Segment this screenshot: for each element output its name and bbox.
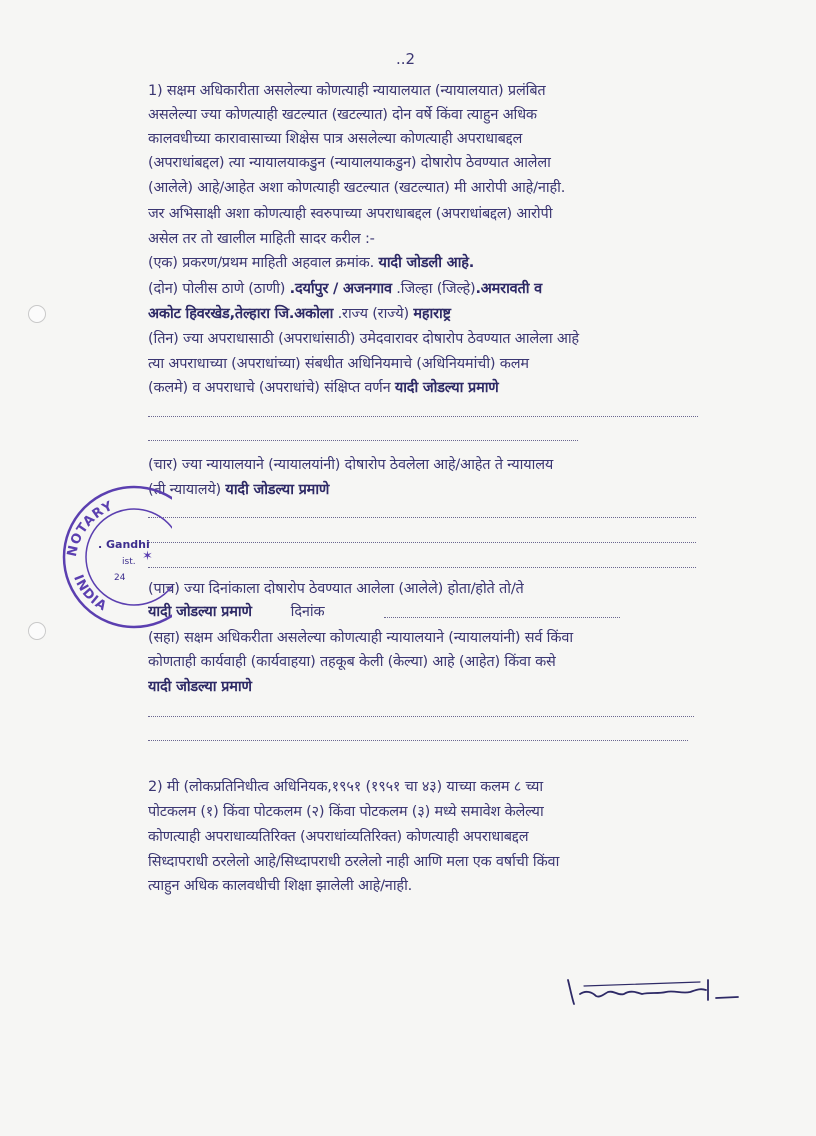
item-don-line2: [148, 303, 748, 325]
item-pach-line2: [148, 601, 748, 623]
item-saha-line2: कोणताही कार्यवाही (कार्यवाहया) तहकूब केली (केल्या) आहे (आहेत) किंवा कसे: [148, 654, 556, 670]
item-teen-line2: त्या अपराधाच्या (अपराधांच्या) संबधीत अधिनियमाचे (अधिनियमांची) कलम: [148, 356, 529, 372]
section2-line: पोटकलम (१) किंवा पोटकलम (२) किंवा पोटकलम (३) मध्ये समावेश केलेल्या: [148, 804, 544, 820]
item-char-line1: (चार) ज्या न्यायालयाने (न्यायालयांनी) दोषारोप ठेवलेला आहे/आहेत ते न्यायालय: [148, 457, 554, 473]
adjournment-value: यादी जोडल्या प्रमाणे: [148, 679, 252, 695]
section1-line: असेल तर तो खालील माहिती सादर करील :-: [148, 231, 375, 247]
charge-date-value: यादी जोडल्या प्रमाणे: [148, 604, 252, 620]
blank-line: [148, 440, 578, 441]
blank-line: [148, 517, 696, 518]
punch-hole: [28, 622, 46, 640]
section1-line: कालवधीच्या कारावासाच्या शिक्षेस पात्र असलेल्या कोणत्याही अपराधाबद्दल: [148, 131, 523, 147]
item-ek: [148, 252, 748, 274]
item-teen-line3: [148, 377, 748, 399]
blank-line: [148, 716, 694, 717]
item-teen-line1: (तिन) ज्या अपराधासाठी (अपराधांसाठी) उमेदवारावर दोषारोप ठेवण्यात आलेला आहे: [148, 331, 579, 347]
district-value: .अमरावती व: [475, 281, 543, 297]
section2-line: सिध्दापराधी ठरलेलो आहे/सिध्दापराधी ठरलेलो नाही आणि मला एक वर्षाची किंवा: [148, 854, 560, 870]
notary-stamp: [60, 482, 172, 632]
court-label: (ती न्यायालये): [148, 482, 221, 498]
date-blank: [384, 617, 620, 618]
state-label: .राज्य (राज्ये): [337, 306, 409, 322]
section1-line: 1) सक्षम अधिकारीता असलेल्या कोणत्याही न्यायालयात (न्यायालयात) प्रलंबित: [148, 83, 546, 99]
signature: [560, 968, 750, 1018]
item-don-line1: [148, 278, 748, 300]
stamp-top-text: NOTARY: [64, 498, 116, 558]
section2-line: 2) मी (लोकप्रतिनिधीत्व अधिनियक,१९५१ (१९५१ चा ४३) याच्या कलम ८ च्या: [148, 779, 543, 795]
district-label: .जिल्हा (जिल्हे): [396, 281, 476, 297]
item-saha-line3: [148, 676, 748, 698]
punch-hole: [28, 305, 46, 323]
offence-description-label: (कलमे) व अपराधाचे (अपराधांचे) संक्षिप्त वर्णन: [148, 380, 391, 396]
blank-line: [148, 567, 696, 568]
blank-line: [148, 542, 696, 543]
police-station-label: (दोन) पोलीस ठाणे (ठाणी): [148, 281, 286, 297]
section1-line: असलेल्या ज्या कोणत्याही खटल्यात (खटल्यात) दोन वर्षे किंवा त्याहुन अधिक: [148, 107, 537, 123]
section2-line: त्याहुन अधिक कालवधीची शिक्षा झालेली आहे/नाही.: [148, 878, 413, 894]
stamp-name: . Gandhi: [98, 538, 150, 551]
section1-line: (अपराधांबद्दल) त्या न्यायालयाकडुन (न्यायालयाकडुन) दोषारोप ठेवण्यात आलेला: [148, 155, 551, 171]
stamp-code: 24: [114, 573, 126, 583]
blank-line: [148, 416, 698, 417]
stamp-bottom-text: INDIA: [70, 572, 110, 615]
police-station-value: .दर्यापुर / अजनगाव: [289, 281, 392, 297]
police-station-value-cont: अकोट हिवरखेड,तेल्हारा जि.अकोला: [148, 306, 334, 322]
court-value: यादी जोडल्या प्रमाणे: [225, 482, 330, 498]
item-char-line2: [148, 479, 748, 501]
section1-line: (आलेले) आहे/आहेत अशा कोणत्याही खटल्यात (खटल्यात) मी आरोपी आहे/नाही.: [148, 180, 566, 196]
date-label: दिनांक: [290, 604, 325, 620]
item-ek-value: यादी जोडली आहे.: [378, 255, 475, 271]
page-number: ..2: [396, 50, 416, 68]
section2-line: कोणत्याही अपराधाव्यतिरिक्त (अपराधांव्यतिरिक्त) कोणत्याही अपराधाबद्दल: [148, 829, 529, 845]
item-ek-label: (एक) प्रकरण/प्रथम माहिती अहवाल क्रमांक.: [148, 255, 375, 271]
state-value: महाराष्ट्र: [413, 306, 451, 322]
blank-line: [148, 740, 688, 741]
section1-line: जर अभिसाक्षी अशा कोणत्याही स्वरुपाच्या अपराधाबद्दल (अपराधांबद्दल) आरोपी: [148, 206, 553, 222]
star-icon: ✶: [142, 549, 153, 564]
item-saha-line1: (सहा) सक्षम अधिकरीता असलेल्या कोणत्याही न्यायालयाने (न्यायालयांनी) सर्व किंवा: [148, 630, 573, 646]
item-pach-line1: (पाच) ज्या दिनांकाला दोषारोप ठेवण्यात आलेला (आलेले) होता/होते तो/ते: [148, 581, 524, 597]
offence-description-value: यादी जोडल्या प्रमाणे: [394, 380, 499, 396]
stamp-dist: ist.: [122, 557, 136, 567]
